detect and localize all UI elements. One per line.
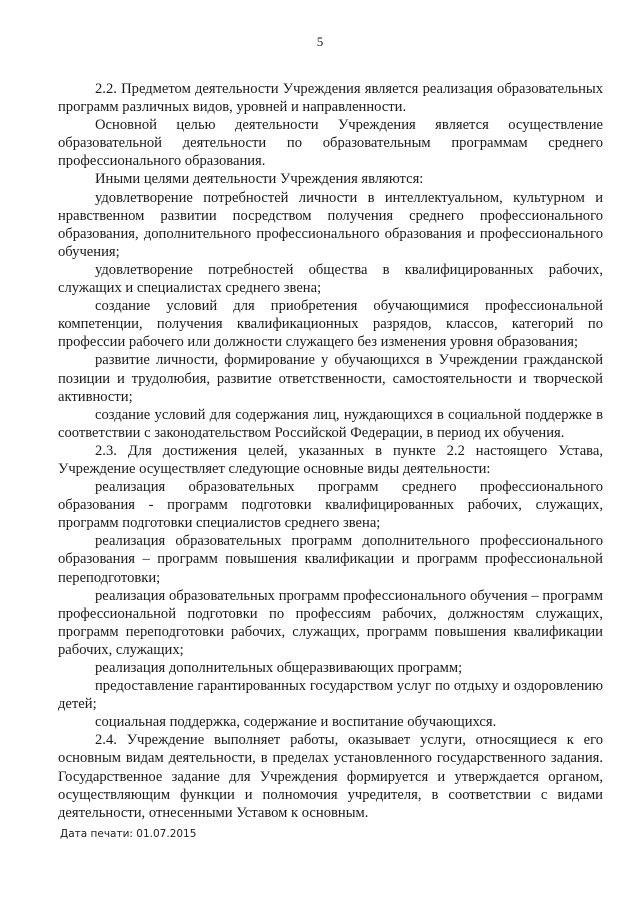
activity-item: реализация образовательных программ среднего профессионального образования - программ подготовки квалифицированных рабочих, служащих, программ подготовки специалистов среднего звена; xyxy=(58,479,603,532)
document-body xyxy=(58,80,603,822)
activity-item: социальная поддержка, содержание и воспитание обучающихся. xyxy=(95,714,497,731)
paragraph-2-3: 2.3. Для достижения целей, указанных в пункте 2.2 настоящего Устава, Учреждение осуществляет следующие основные виды деятельности: xyxy=(58,442,603,477)
print-date: Дата печати: 01.07.2015 xyxy=(60,828,197,840)
paragraph-main-goal: Основной целью деятельности Учреждения является осуществление образовательной деятельности по образовательным программам среднего профессионального образования. xyxy=(58,117,603,170)
activity-item: реализация образовательных программ дополнительного профессионального образования – программ повышения квалификации и программ профессиональной переподготовки; xyxy=(58,533,603,586)
goal-item: создание условий для приобретения обучающимися профессиональной компетенции, получения квалификационных разрядов, классов, категорий по профессии рабочего или должности служащего без изменения уровня образования; xyxy=(58,298,603,351)
goal-item: создание условий для содержания лиц, нуждающихся в социальной поддержке в соответствии с законодательством Российской Федерации, в период их обучения. xyxy=(58,406,603,441)
page-number: 5 xyxy=(316,34,324,49)
paragraph-2-2: 2.2. Предметом деятельности Учреждения является реализация образовательных программ различных видов, уровней и направленности. xyxy=(58,81,603,116)
goal-item: развитие личности, формирование у обучающихся в Учреждении гражданской позиции и трудолюбия, развитие ответственности, самостоятельности и творческой активности; xyxy=(58,352,603,405)
activity-item: реализация образовательных программ профессионального обучения – программ профессиональной подготовки по профессиям рабочих, должностям служащих, программ переподготовки рабочих, служащих, программ повышения квалификации рабочих, служащих; xyxy=(58,587,603,658)
goal-item: удовлетворение потребностей личности в интеллектуальном, культурном и нравственном развитии посредством получения среднего профессионального образования, дополнительного профессионального образования и профессионального обучения; xyxy=(58,189,603,260)
paragraph-other-goals-heading: Иными целями деятельности Учреждения являются: xyxy=(95,171,424,188)
goal-item: удовлетворение потребностей общества в квалифицированных рабочих, служащих и специалистах среднего звена; xyxy=(58,261,603,297)
activity-item: предоставление гарантированных государством услуг по отдыху и оздоровлению детей; xyxy=(58,678,603,713)
activity-item: реализация дополнительных общеразвивающих программ; xyxy=(95,660,463,676)
paragraph-2-4: 2.4. Учреждение выполняет работы, оказывает услуги, относящиеся к его основным видам деятельности, в пределах установленного государственного задания. Государственное задание для Учреждения формируется и утверждается органом, осуществляющим функции и полномочия учредителя, в соответствии с видами деятельности, отнесенными Уставом к основным. xyxy=(58,732,603,821)
